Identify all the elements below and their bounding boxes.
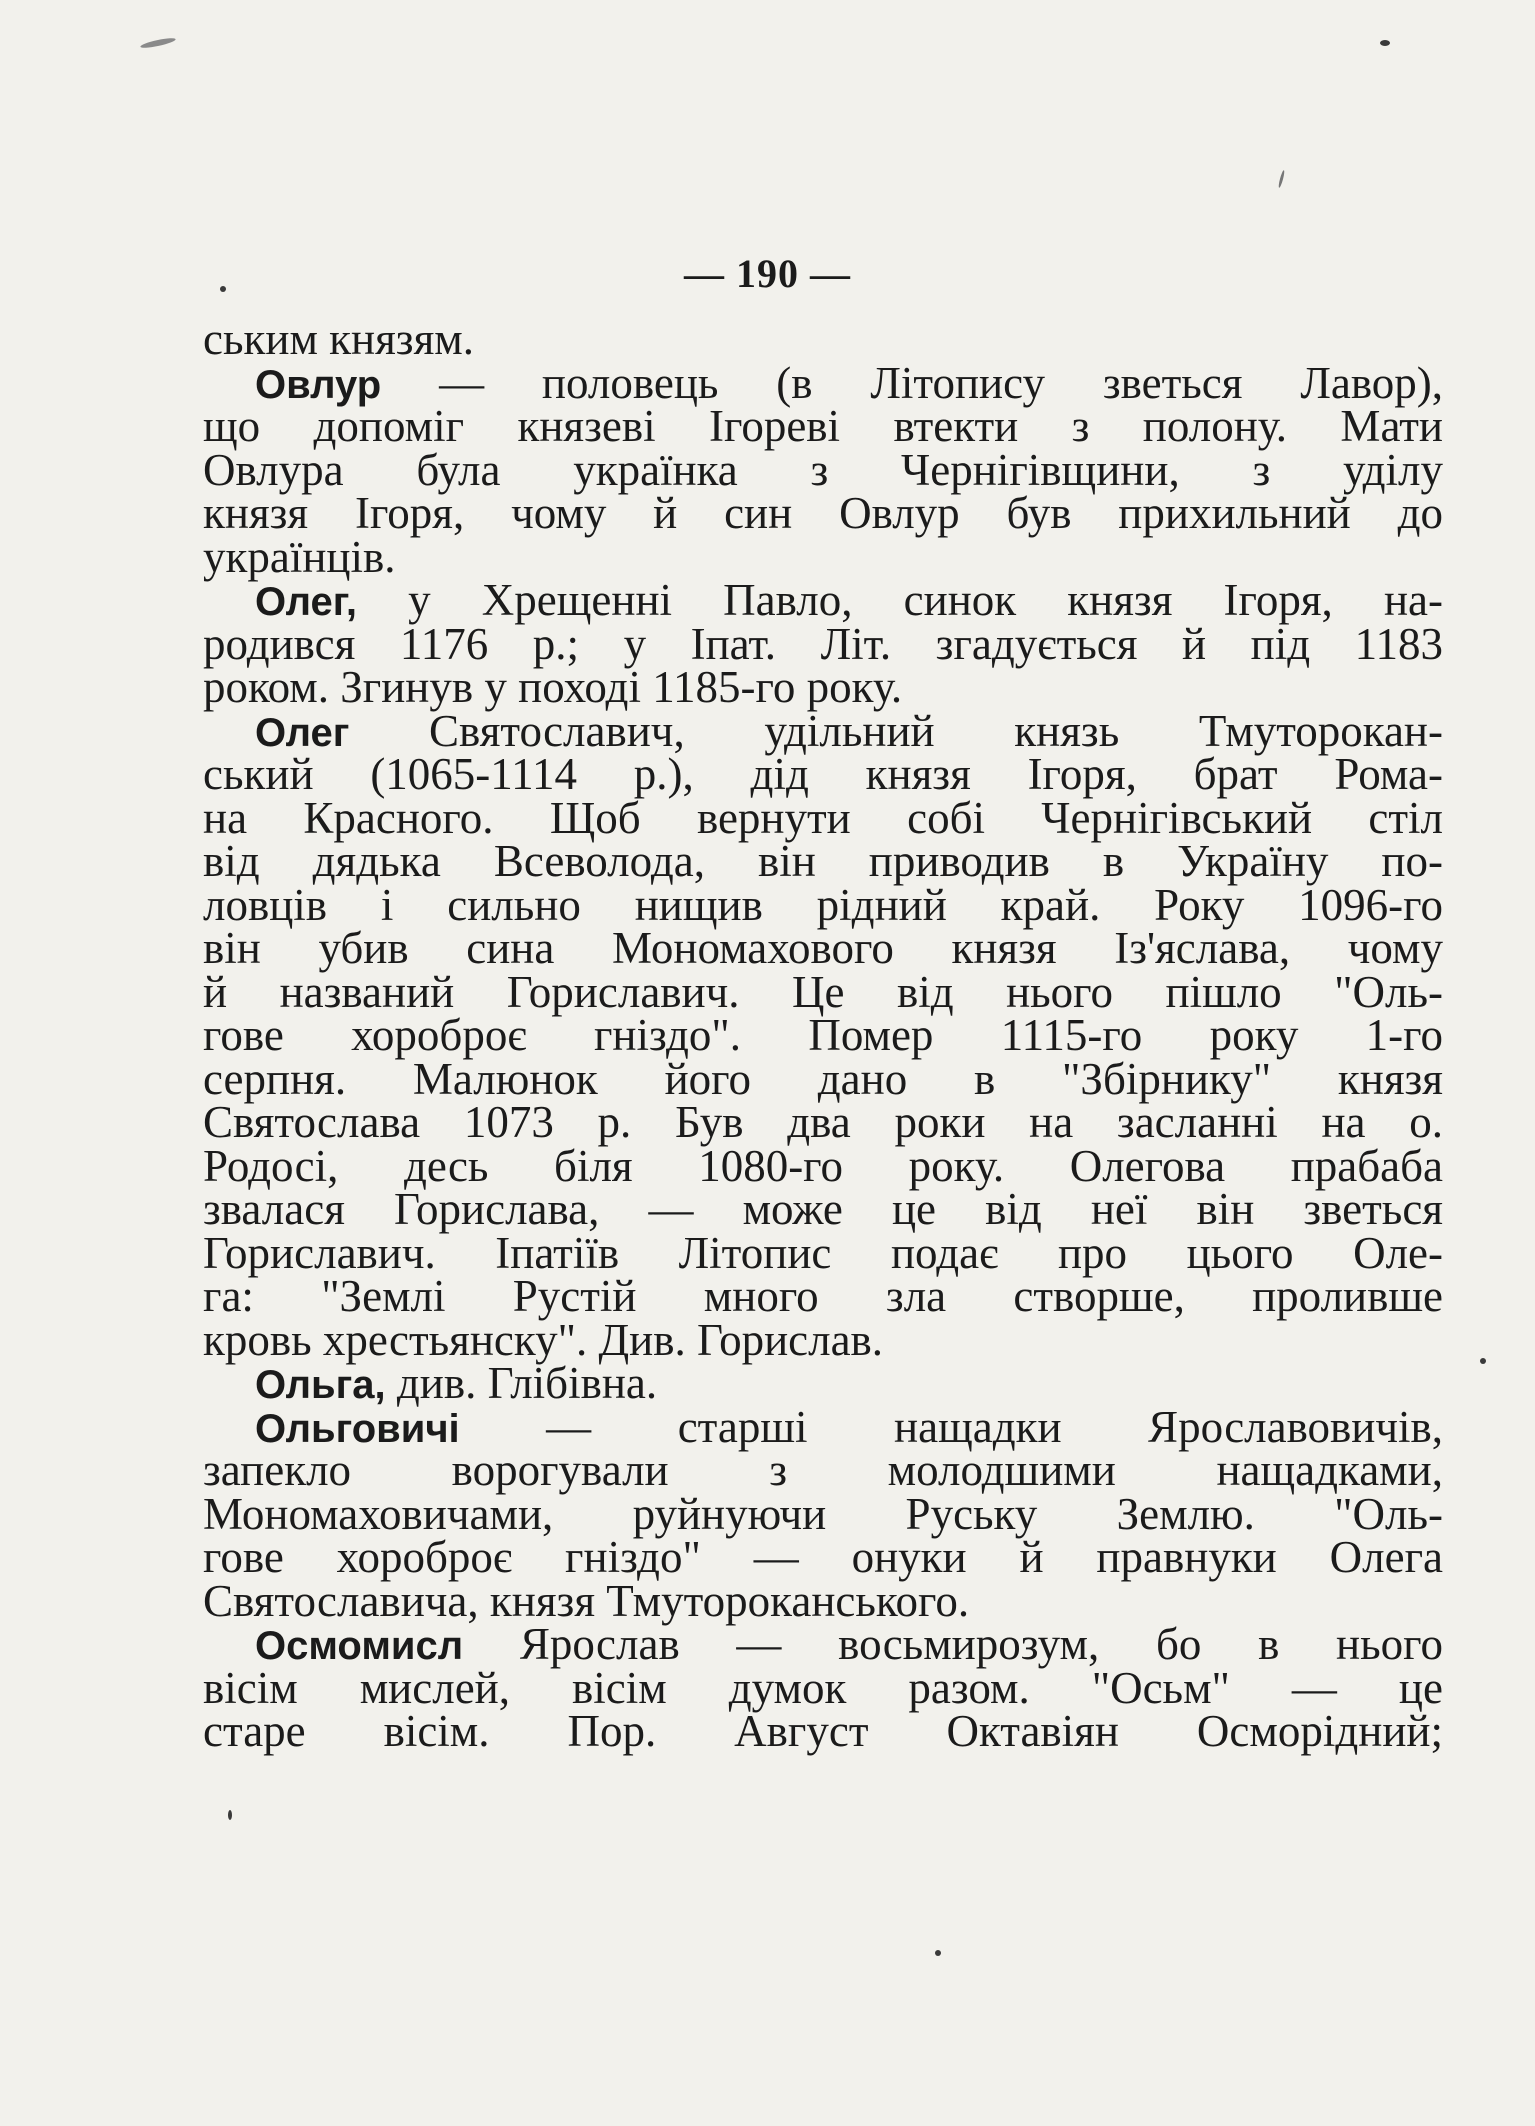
text-line bbox=[203, 444, 1443, 495]
line-text: Святослава 1073 р. Був два роки на засланні на о. bbox=[203, 1097, 1443, 1147]
entry-first-line bbox=[203, 1401, 1443, 1452]
entry-first-line bbox=[203, 705, 1443, 756]
line-text: й названий Гориславич. Це від нього пішло "Оль- bbox=[203, 966, 1443, 1017]
line-text: звалася Горислава, — може це від неї він зветься bbox=[203, 1184, 1443, 1234]
line-text: га: "Землі Рустій много зла створше, проливше bbox=[203, 1271, 1443, 1321]
line-text: Мономаховичами, руйнуючи Руську Землю. "Оль- bbox=[203, 1488, 1443, 1539]
text-line bbox=[203, 1314, 1443, 1365]
entry-term: Олег, bbox=[255, 580, 357, 624]
line-text: від дядька Всеволода, він приводив в Україну по- bbox=[203, 836, 1443, 886]
line-text: Святославича, князя Тмутороканського. bbox=[203, 1575, 970, 1626]
text-line bbox=[203, 1488, 1443, 1539]
text-line bbox=[203, 1227, 1443, 1278]
line-text: українців. bbox=[203, 531, 396, 582]
text-line bbox=[203, 662, 1443, 712]
text-line bbox=[203, 792, 1443, 843]
text-line bbox=[203, 1010, 1443, 1060]
line-text: ловців і сильно нищив рідний край. Року 1096-го bbox=[203, 879, 1443, 930]
line-text: ський (1065-1114 р.), дід князя Ігоря, брат Рома- bbox=[203, 749, 1443, 799]
line-text: Гориславич. Іпатіїв Літопис подає про цього Оле- bbox=[203, 1227, 1443, 1278]
entry-term: Осмомисл bbox=[255, 1624, 464, 1668]
line-text: на Красного. Щоб вернути собі Чернігівський стіл bbox=[203, 792, 1443, 843]
entry-term: Олег bbox=[255, 710, 350, 755]
line-text: роком. Згинув у поході 1185-го року. bbox=[203, 662, 903, 712]
text-line bbox=[203, 1706, 1443, 1756]
print-speck bbox=[935, 1950, 941, 1956]
line-text: вісім мислей, вісім думок разом. "Осьм" — це bbox=[203, 1662, 1443, 1713]
text-line bbox=[203, 1271, 1443, 1321]
entry-first-line bbox=[203, 1619, 1443, 1669]
line-text: старе вісім. Пор. Август Октавіян Осморідний; bbox=[203, 1706, 1443, 1756]
text-line bbox=[203, 1184, 1443, 1234]
line-text: Родосі, десь біля 1080-го року. Олегова прабаба bbox=[203, 1140, 1443, 1191]
print-speck bbox=[228, 1810, 232, 1820]
print-speck bbox=[1278, 170, 1286, 188]
text-line bbox=[203, 1575, 1443, 1626]
text-line bbox=[203, 401, 1443, 451]
print-speck bbox=[220, 286, 226, 292]
text-line bbox=[203, 1140, 1443, 1191]
page-number: — 190 — bbox=[684, 251, 851, 296]
print-speck bbox=[1480, 1358, 1486, 1364]
line-text: — старші нащадки Ярославовичів, bbox=[459, 1401, 1443, 1452]
text-line bbox=[203, 1662, 1443, 1713]
text-line bbox=[203, 879, 1443, 930]
line-text: — половець (в Літопису зветься Лавор), bbox=[381, 357, 1443, 408]
entry-first-line bbox=[203, 1358, 1443, 1408]
text-line bbox=[203, 488, 1443, 538]
line-text: серпня. Малюнок його дано в "Збірнику" князя bbox=[203, 1053, 1443, 1104]
text-line bbox=[203, 749, 1443, 799]
line-text: у Хрещенні Павло, синок князя Ігоря, на- bbox=[356, 575, 1443, 625]
text-line bbox=[203, 836, 1443, 886]
text-line bbox=[203, 1097, 1443, 1147]
line-text: він убив сина Мономахового князя Із'яслава, чому bbox=[203, 923, 1443, 973]
entry-term: Ольговичі bbox=[255, 1406, 460, 1451]
text-line bbox=[203, 1532, 1443, 1582]
line-text: родився 1176 р.; у Іпат. Літ. згадується й під 1183 bbox=[203, 618, 1443, 669]
text-line bbox=[203, 618, 1443, 669]
line-text: див. Глібівна. bbox=[385, 1358, 658, 1408]
dictionary-text bbox=[203, 314, 1443, 1756]
line-text: гове хороброє гніздо". Помер 1115-го року 1-го bbox=[203, 1010, 1443, 1060]
line-text: кровь хрестьянску". Див. Горислав. bbox=[203, 1314, 884, 1365]
entry-term: Ольга, bbox=[255, 1363, 386, 1407]
text-line bbox=[203, 1445, 1443, 1495]
entry-first-line bbox=[203, 314, 1443, 364]
line-text: Ярослав — восьмирозум, бо в нього bbox=[463, 1619, 1443, 1669]
text-line bbox=[203, 923, 1443, 973]
text-line bbox=[203, 966, 1443, 1017]
line-text: запекло ворогували з молодшими нащадками, bbox=[203, 1445, 1443, 1495]
print-speck bbox=[140, 36, 176, 49]
entry-term: Овлур bbox=[255, 362, 382, 407]
line-text: князя Ігоря, чому й син Овлур був прихильний до bbox=[203, 488, 1443, 538]
line-text: що допоміг князеві Ігореві втекти з полону. Мати bbox=[203, 401, 1443, 451]
text-line bbox=[203, 1053, 1443, 1104]
entry-first-line bbox=[203, 357, 1443, 408]
entry-first-line bbox=[203, 575, 1443, 625]
line-text: Святославич, удільний князь Тмуторокан- bbox=[349, 705, 1443, 756]
line-text: ським князям. bbox=[203, 314, 475, 364]
line-text: Овлура була українка з Чернігівщини, з уділу bbox=[203, 444, 1443, 495]
line-text: гове хороброє гніздо" — онуки й правнуки Олега bbox=[203, 1532, 1443, 1582]
text-line bbox=[203, 531, 1443, 582]
print-speck bbox=[1380, 40, 1390, 46]
